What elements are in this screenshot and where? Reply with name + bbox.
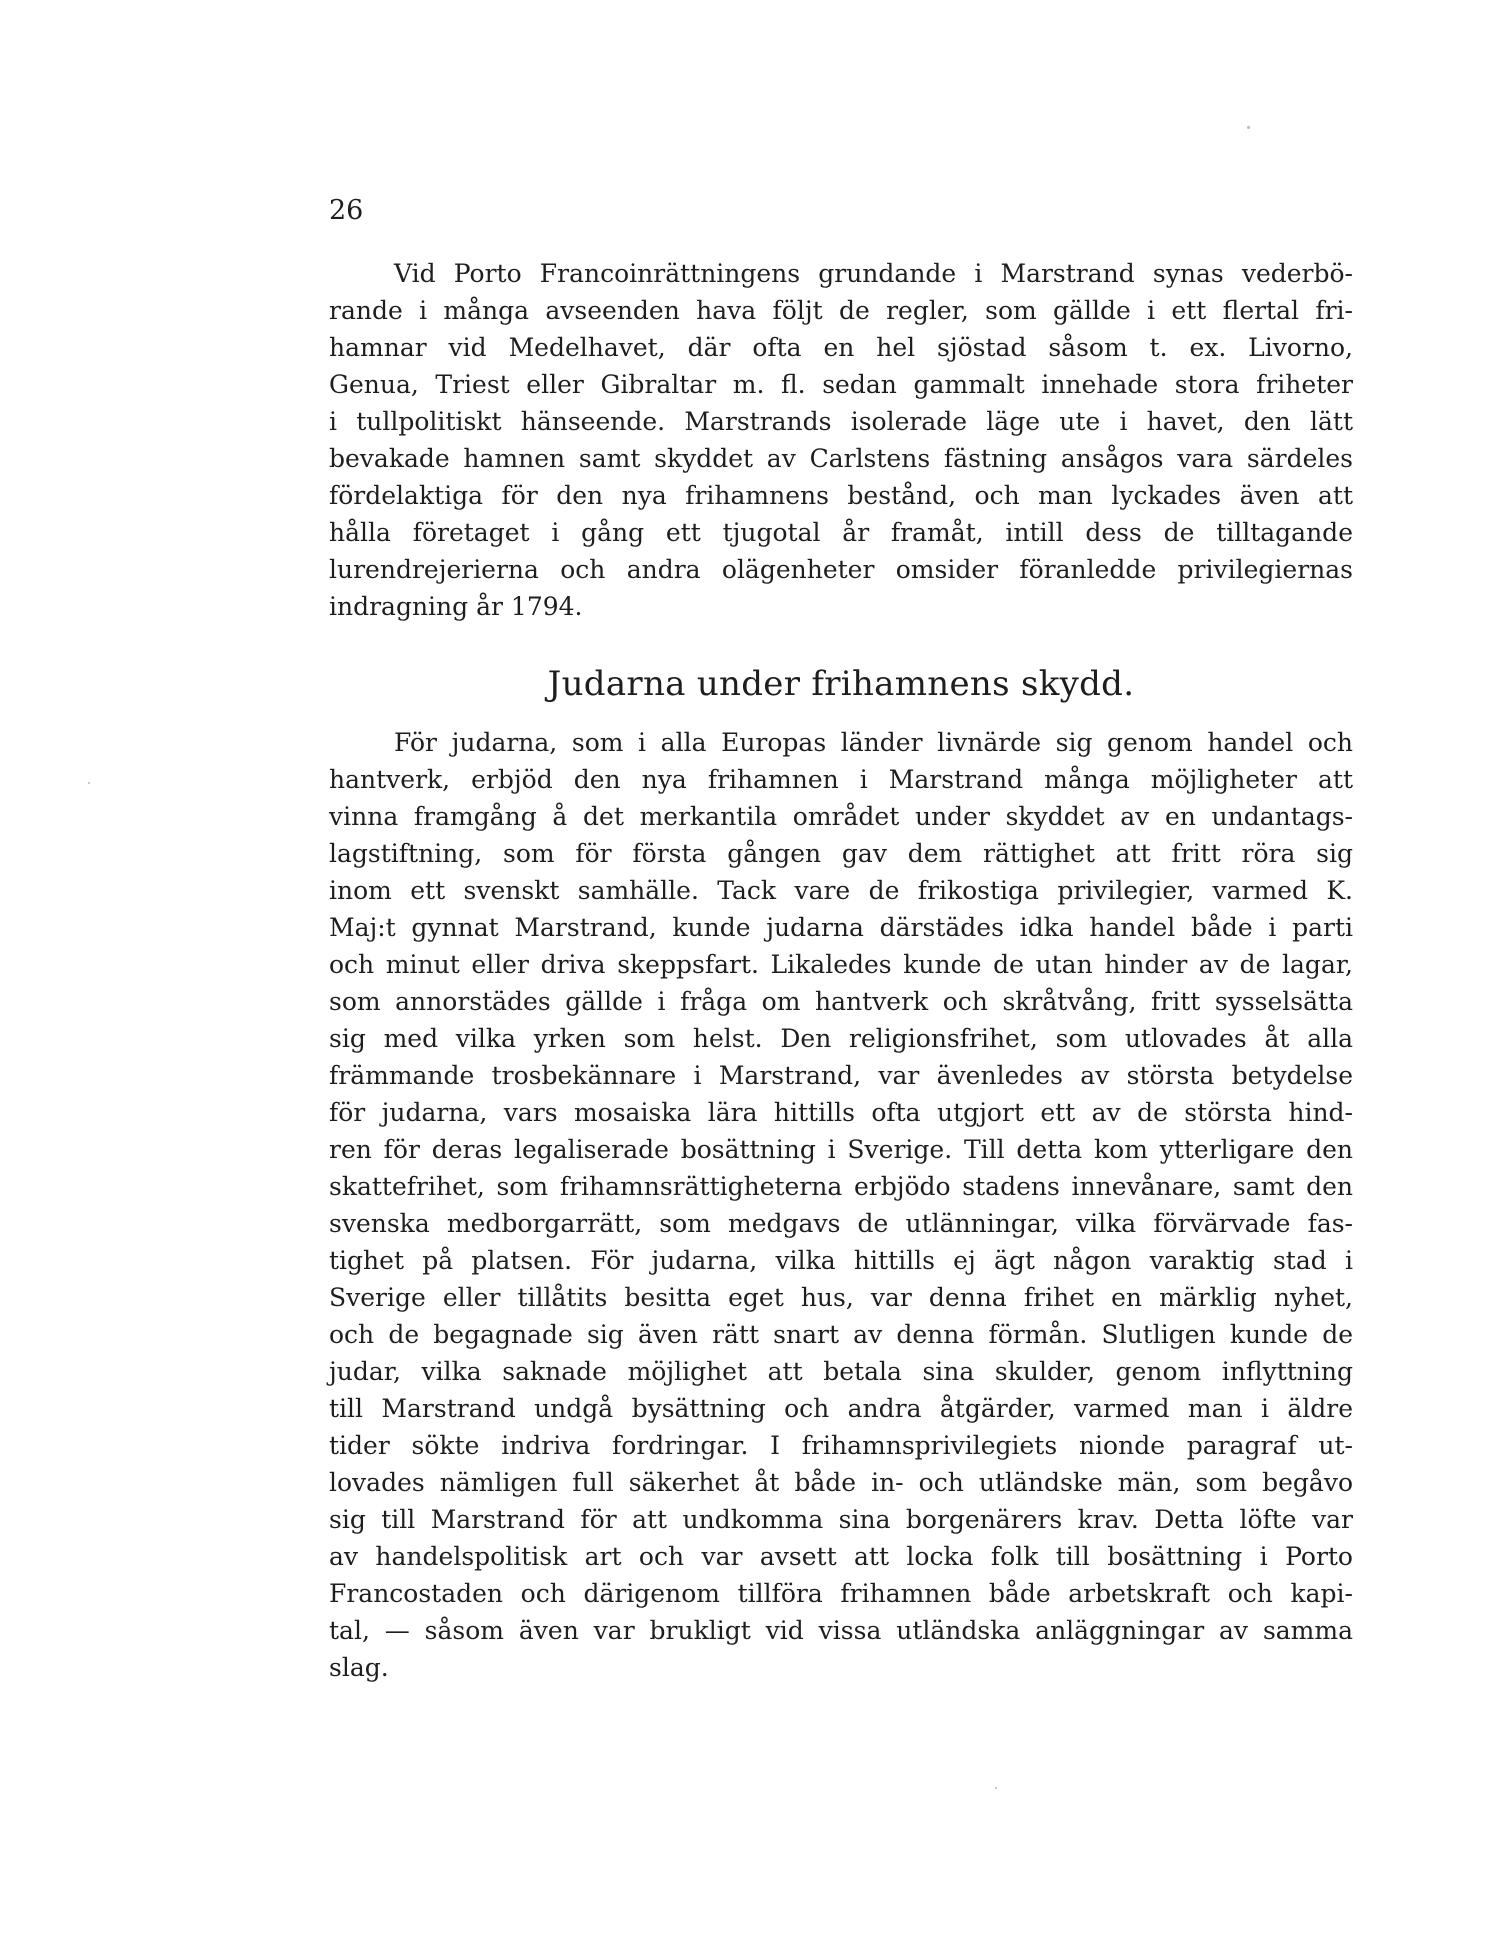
text-line: ren för deras legaliserade bosättning i Sverige. Till detta kom ytterligare den: [329, 1135, 1353, 1164]
text-line: hantverk, erbjöd den nya frihamnen i Marstrand många möjligheter att: [329, 765, 1353, 794]
text-line: För judarna, som i alla Europas länder livnärde sig genom handel och: [394, 728, 1353, 757]
text-line: tighet på platsen. För judarna, vilka hittills ej ägt någon varaktig stad i: [329, 1246, 1353, 1275]
text-line: tal, — såsom även var brukligt vid vissa utländska anläggningar av samma: [329, 1616, 1353, 1645]
section-heading: Judarna under frihamnens skydd.: [547, 664, 1135, 704]
text-line: Maj:t gynnat Marstrand, kunde judarna därstädes idka handel både i parti: [329, 913, 1353, 942]
text-line: bevakade hamnen samt skyddet av Carlstens fästning ansågos vara särdeles: [329, 444, 1353, 473]
text-line: främmande trosbekännare i Marstrand, var ävenledes av största betydelse: [329, 1061, 1353, 1090]
text-line: för judarna, vars mosaiska lära hittills ofta utgjort ett av de största hind-: [329, 1098, 1353, 1127]
page-number: 26: [329, 195, 364, 226]
text-line: sig med vilka yrken som helst. Den religionsfrihet, som utlovades åt alla: [329, 1024, 1353, 1053]
text-line: slag.: [329, 1653, 389, 1682]
text-line: i tullpolitiskt hänseende. Marstrands isolerade läge ute i havet, den lätt: [329, 407, 1353, 436]
text-line: Francostaden och därigenom tillföra frihamnen både arbetskraft och kapi-: [329, 1579, 1353, 1608]
text-line: hamnar vid Medelhavet, där ofta en hel sjöstad såsom t. ex. Livorno,: [329, 333, 1353, 362]
text-line: Sverige eller tillåtits besitta eget hus, var denna frihet en märklig nyhet,: [329, 1283, 1353, 1312]
scan-speck: [1247, 126, 1250, 129]
scan-speck: [995, 1787, 997, 1789]
text-line: judar, vilka saknade möjlighet att betala sina skulder, genom inflyttning: [329, 1357, 1353, 1386]
text-line: rande i många avseenden hava följt de regler, som gällde i ett flertal fri-: [329, 296, 1353, 325]
text-line: lagstiftning, som för första gången gav dem rättighet att fritt röra sig: [329, 839, 1353, 868]
text-line: till Marstrand undgå bysättning och andra åtgärder, varmed man i äldre: [329, 1394, 1353, 1423]
text-line: Genua, Triest eller Gibraltar m. fl. sedan gammalt innehade stora friheter: [329, 370, 1353, 399]
text-line: av handelspolitisk art och var avsett att locka folk till bosättning i Porto: [329, 1542, 1353, 1571]
text-line: tider sökte indriva fordringar. I frihamnsprivilegiets nionde paragraf ut-: [329, 1431, 1353, 1460]
text-line: inom ett svenskt samhälle. Tack vare de frikostiga privilegier, varmed K.: [329, 876, 1353, 905]
text-line: lurendrejerierna och andra olägenheter omsider föranledde privilegiernas: [329, 555, 1353, 584]
paragraph-porto-franco: [329, 255, 1353, 625]
text-line: vinna framgång å det merkantila området under skyddet av en undantags-: [329, 802, 1353, 831]
text-line: svenska medborgarrätt, som medgavs de utlänningar, vilka förvärvade fas-: [329, 1209, 1353, 1238]
text-line: indragning år 1794.: [329, 592, 583, 621]
text-line: skattefrihet, som frihamnsrättigheterna erbjödo stadens innevånare, samt den: [329, 1172, 1353, 1201]
text-line: lovades nämligen full säkerhet åt både in- och utländske män, som begåvo: [329, 1468, 1353, 1497]
text-line: och de begagnade sig även rätt snart av denna förmån. Slutligen kunde de: [329, 1320, 1353, 1349]
text-line: som annorstädes gällde i fråga om hantverk och skråtvång, fritt sysselsätta: [329, 987, 1353, 1016]
scan-speck: [88, 782, 90, 784]
text-line: och minut eller driva skeppsfart. Likaledes kunde de utan hinder av de lagar,: [329, 950, 1353, 979]
paragraph-judarna: [329, 724, 1353, 1686]
text-line: Vid Porto Francoinrättningens grundande i Marstrand synas vederbö-: [394, 259, 1353, 288]
text-line: fördelaktiga för den nya frihamnens bestånd, och man lyckades även att: [329, 481, 1353, 510]
text-line: hålla företaget i gång ett tjugotal år framåt, intill dess de tilltagande: [329, 518, 1353, 547]
text-line: sig till Marstrand för att undkomma sina borgenärers krav. Detta löfte var: [329, 1505, 1353, 1534]
